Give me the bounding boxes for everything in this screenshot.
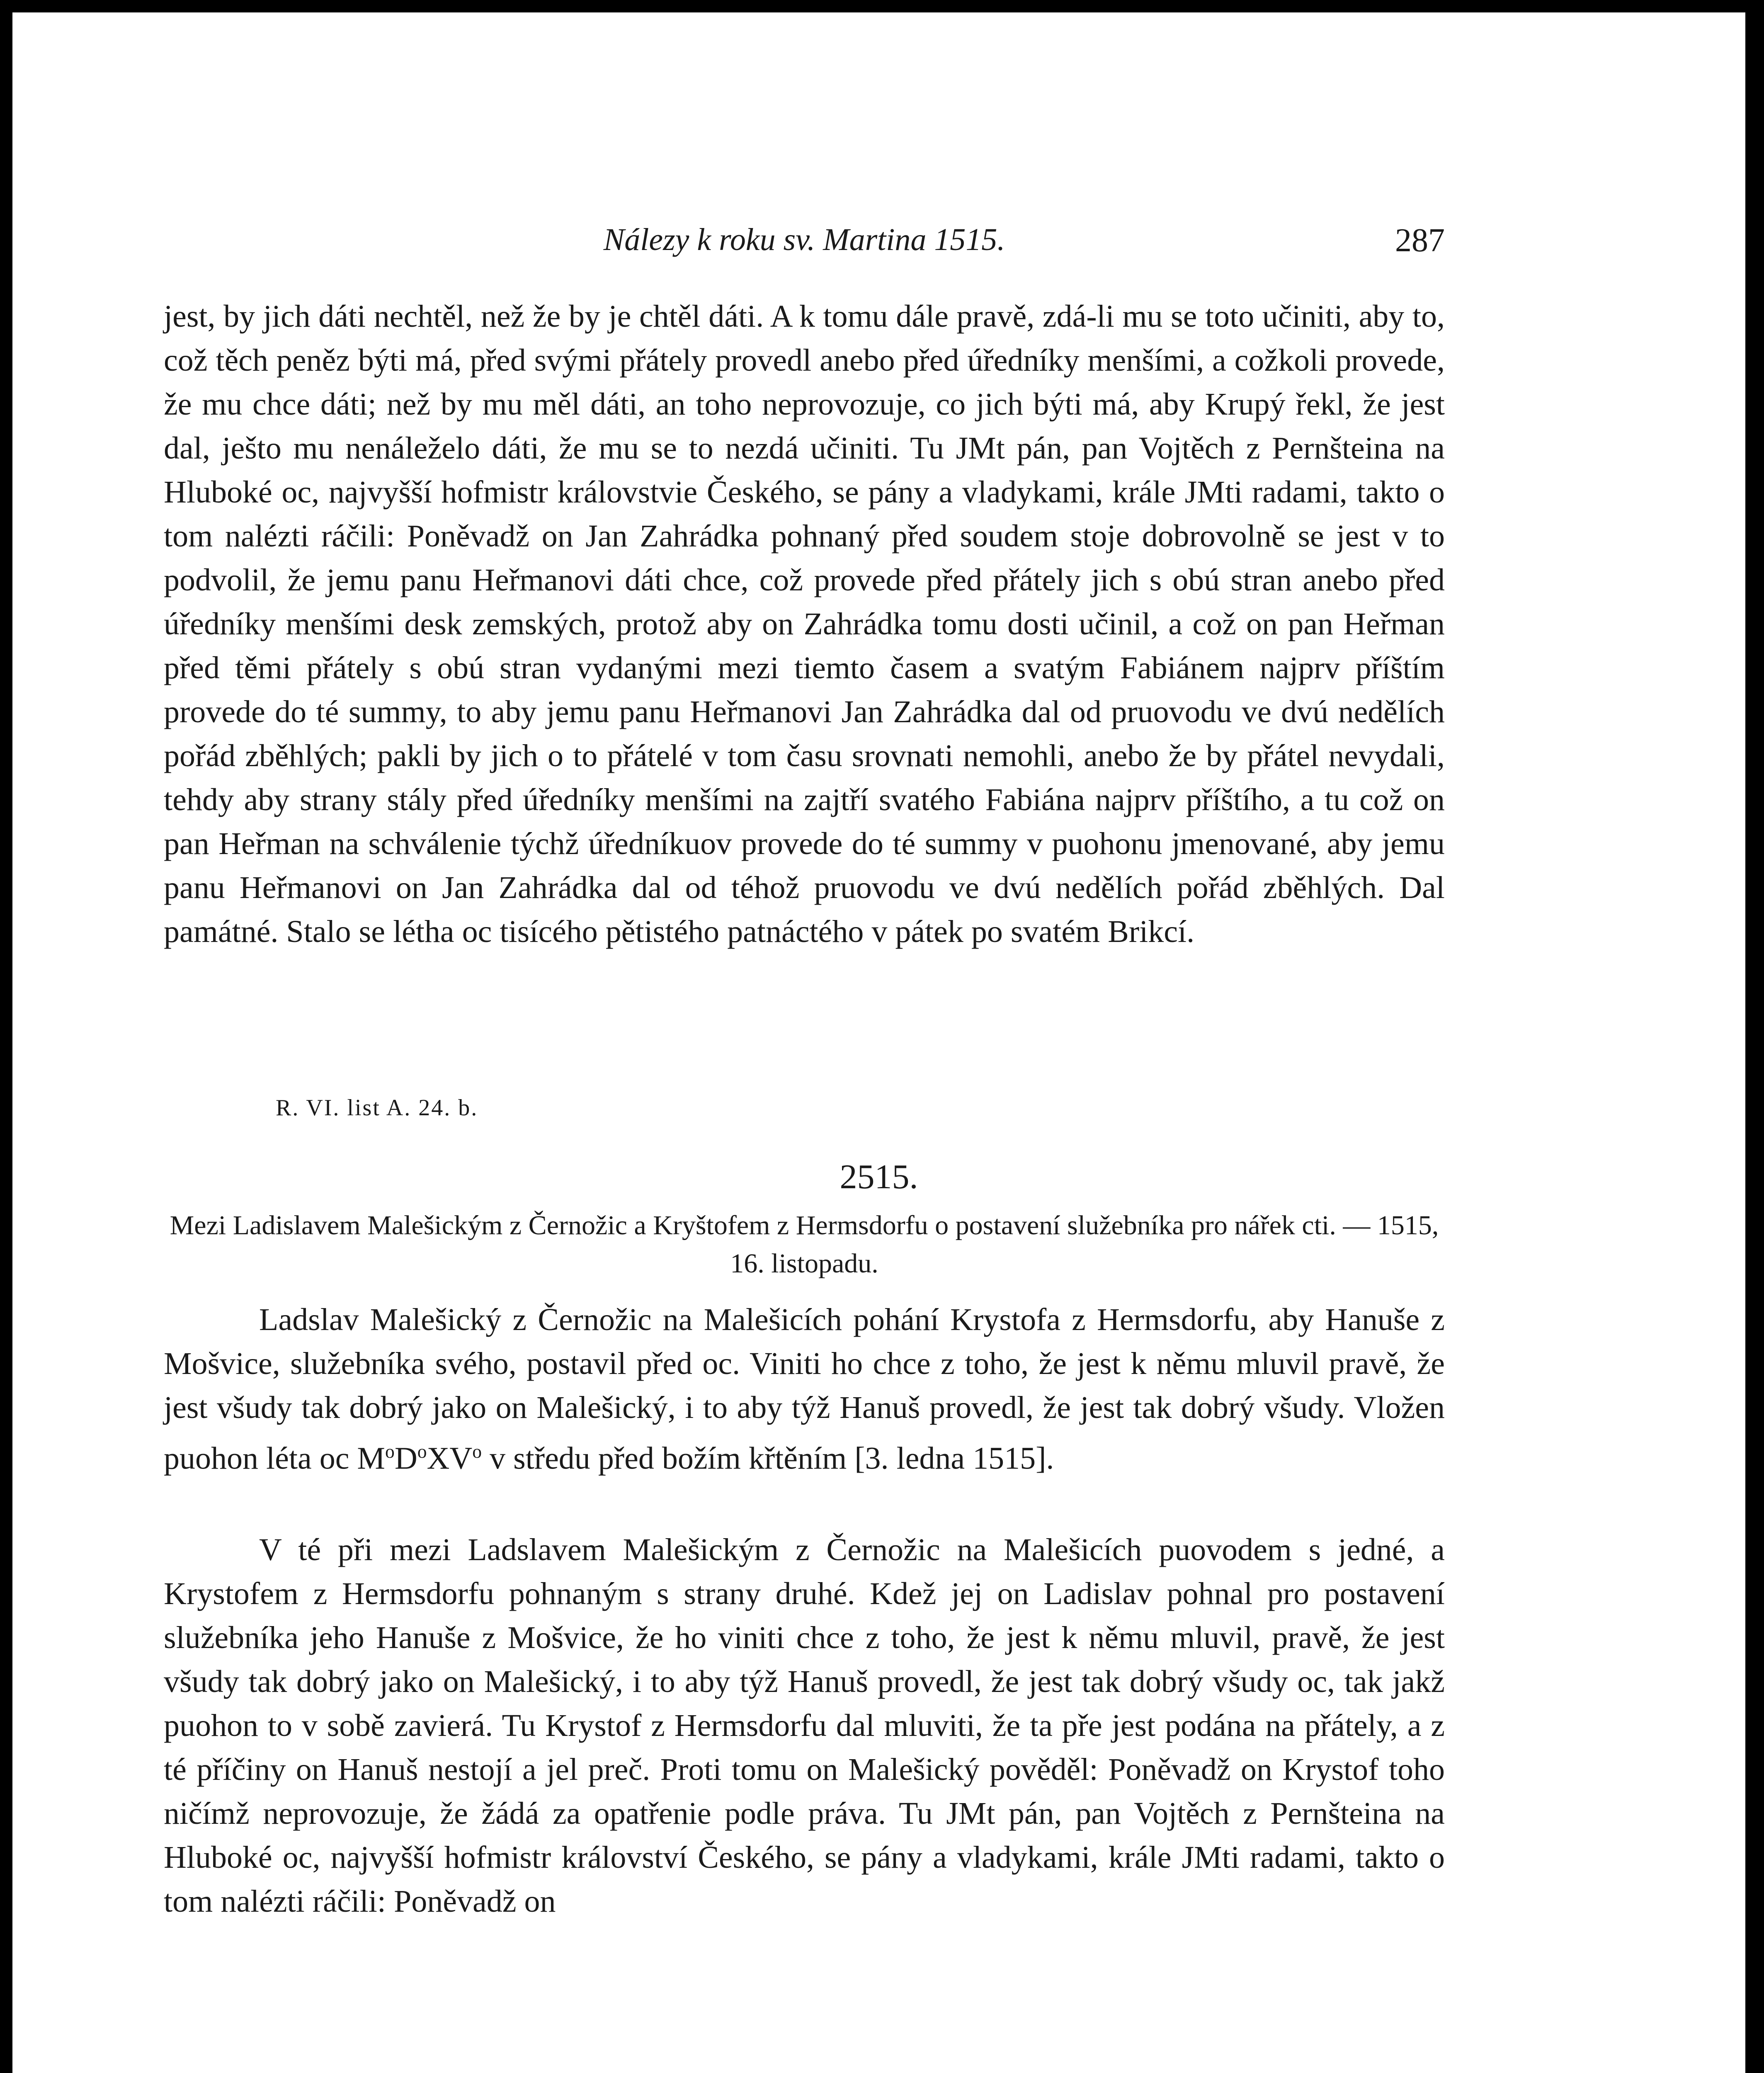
running-header — [164, 222, 1445, 267]
source-reference: R. VI. list A. 24. b. — [276, 1095, 478, 1121]
page-number: 287 — [1395, 222, 1445, 259]
summons-text: Ladslav Malešický z Černožic na Malešicích pohání Krystofa z Hermsdorfu, aby Hanuše z Mošvice, služebníka svého, postavil před oc. Viniti ho chce z toho, že jest k němu mluvil pravě, že jest všudy tak dobrý jako on Malešický, i to aby týž Hanuš provedl, že jest tak dobrý všudy. Vložen puohon léta oc M — [164, 1302, 1445, 1476]
document-summary: Mezi Ladislavem Malešickým z Černožic a Kryštofem z Hermsdorfu o postavení služebníka pro nářek cti. — 1515, 16. listopadu. — [170, 1210, 1439, 1279]
running-title: Nálezy k roku sv. Martina 1515. — [603, 222, 1005, 257]
judgment-paragraph: V té při mezi Ladslavem Malešickým z Černožic na Malešicích puovodem s jedné, a Krystofem z Hermsdorfu pohnaným s strany druhé. Kdež jej on Ladislav pohnal pro postavení služebníka jeho Hanuše z Mošvice, že ho viniti chce z toho, že jest k němu mluvil, pravě, že jest všudy tak dobrý jako on Malešický, i to aby týž Hanuš provedl, že jest tak dobrý všudy oc, tak jakž puohon to v sobě zavierá. Tu Krystof z Hermsdorfu dal mluviti, že ta pře jest podána na přátely, a z té příčiny on Hanuš nestojí a jel preč. Proti tomu on Malešický pověděl: Poněvadž on Krystof toho ničímž neprovozuje, že žádá za opatřenie podle práva. Tu JMt pán, pan Vojtěch z Pernšteina na Hluboké oc, najvyšší hofmistr království Českého, se pány a vladykami, krále JMti radami, takto o tom nalézti ráčili: Poněvadž on — [164, 1532, 1445, 1919]
summons-paragraph — [164, 1298, 1445, 1480]
superscript: o — [385, 1441, 395, 1462]
document-number: 2515. — [840, 1158, 918, 1196]
summons-text-end: v středu před božím křtěním [3. ledna 1515]. — [482, 1441, 1054, 1476]
roman-xv: XV — [427, 1441, 473, 1476]
superscript: o — [472, 1441, 482, 1462]
superscript: o — [417, 1441, 427, 1462]
continued-paragraph: jest, by jich dáti nechtěl, než že by je chtěl dáti. A k tomu dále pravě, zdá-li mu se toto učiniti, aby to, což těch peněz býti má, před svými přátely provedl anebo před úředníky menšími, a cožkoli provede, že mu chce dáti; než by mu měl dáti, an toho neprovozuje, co jich býti má, aby Krupý řekl, že jest dal, ješto mu nenáleželo dáti, že mu se to nezdá učiniti. Tu JMt pán, pan Vojtěch z Pernšteina na Hluboké oc, najvyšší hofmistr královstvie Českého, se pány a vladykami, krále JMti radami, takto o tom nalézti ráčili: Poněvadž on Jan Zahrádka pohnaný před soudem stoje dobrovolně se jest v to podvolil, že jemu panu Heřmanovi dáti chce, což provede před přátely jich s obú stran anebo před úředníky menšími desk zemských, protož aby on Zahrádka tomu dosti učinil, a což on pan Heřman před těmi přátely s obú stran vydanými mezi tiemto časem a svatým Fabiánem najprv příštím provede do té summy, to aby jemu panu Heřmanovi Jan Zahrádka dal od pruovodu ve dvú nedělích pořád zběhlých; pakli by jich o to přátelé v tom času srovnati nemohli, anebo že by přátel nevydali, tehdy aby strany stály před úředníky menšími na zajtří svatého Fabiána najprv příštího, a tu což on pan Heřman na schválenie týchž úředníkuov provede do té summy v puohonu jmenované, aby jemu panu Heřmanovi on Jan Zahrádka dal od téhož pruovodu ve dvú nedělích pořád zběhlých. Dal památné. Stalo se létha oc tisícého pětistého patnáctého v pátek po svatém Brikcí. — [164, 299, 1445, 949]
roman-d: D — [394, 1441, 417, 1476]
scanned-page — [12, 12, 1745, 2073]
